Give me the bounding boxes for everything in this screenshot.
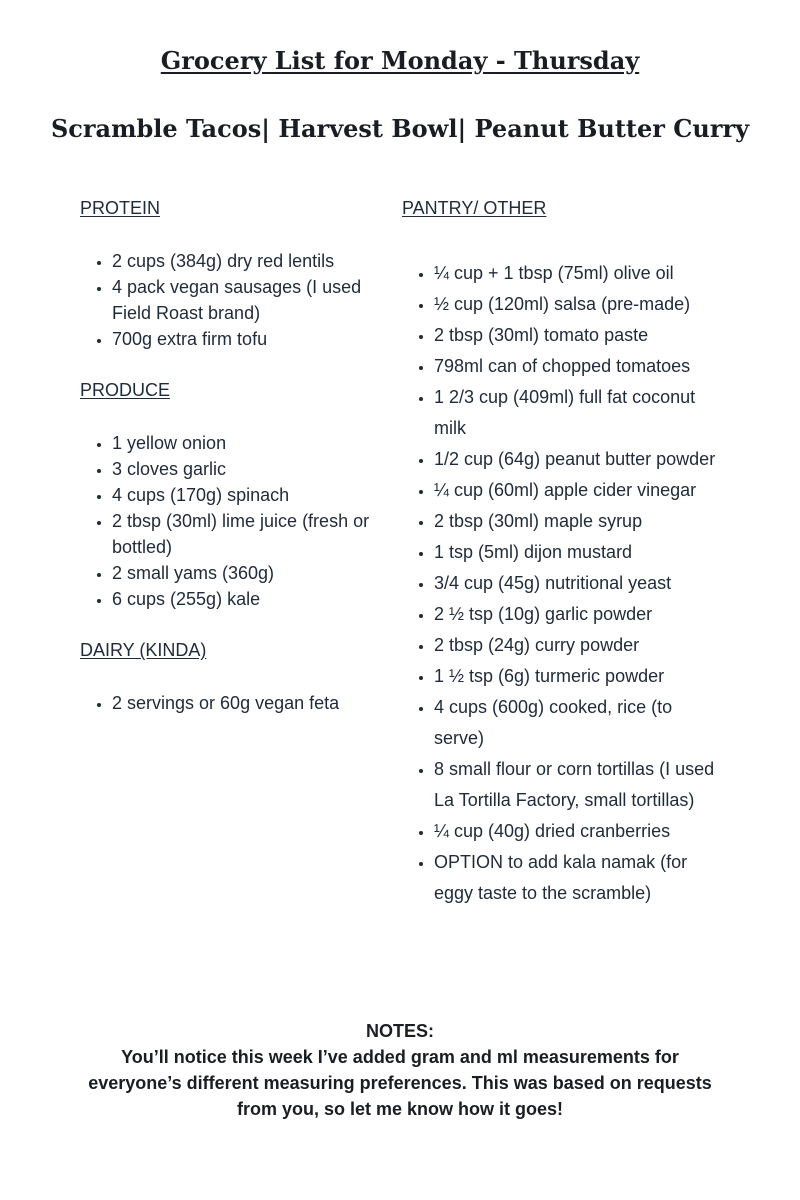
dairy-list: [80, 690, 380, 716]
notes-text: You’ll notice this week I’ve added gram and ml measurements for everyone’s different measuring preferences. This was based on requests from you, so let me know how it goes!: [88, 1047, 712, 1119]
list-item: • 2 tbsp (30ml) maple syrup: [434, 506, 722, 537]
list-item: • 1 yellow onion: [112, 430, 380, 456]
list-item: • 1 2/3 cup (409ml) full fat coconut milk: [434, 382, 722, 444]
list-item: • 4 pack vegan sausages (I used Field Roast brand): [112, 274, 380, 326]
produce-list: [80, 430, 380, 612]
list-item: • 2 small yams (360g): [112, 560, 380, 586]
list-item: • ¼ cup (40g) dried cranberries: [434, 816, 722, 847]
list-item: • 3 cloves garlic: [112, 456, 380, 482]
pantry-list: [402, 258, 722, 909]
list-item: • 2 tbsp (24g) curry powder: [434, 630, 722, 661]
left-column: [80, 196, 380, 742]
list-item: • 2 tbsp (30ml) tomato paste: [434, 320, 722, 351]
page-subtitle: Scramble Tacos| Harvest Bowl| Peanut Butter Curry: [50, 114, 750, 143]
list-item: • 700g extra firm tofu: [112, 326, 380, 352]
notes-label: NOTES:: [365, 1021, 434, 1041]
list-item: • 2 ½ tsp (10g) garlic powder: [434, 599, 722, 630]
list-item: • 1/2 cup (64g) peanut butter powder: [434, 444, 722, 475]
list-item: • 4 cups (600g) cooked, rice (to serve): [434, 692, 722, 754]
list-item: • 1 ½ tsp (6g) turmeric powder: [434, 661, 722, 692]
list-item: • OPTION to add kala namak (for eggy taste to the scramble): [434, 847, 722, 909]
right-column: [402, 196, 722, 909]
list-item: • 1 tsp (5ml) dijon mustard: [434, 537, 722, 568]
section-heading-protein: PROTEIN: [80, 198, 161, 218]
protein-list: [80, 248, 380, 352]
list-item: • ¼ cup (60ml) apple cider vinegar: [434, 475, 722, 506]
list-item: • 3/4 cup (45g) nutritional yeast: [434, 568, 722, 599]
list-item: • ¼ cup + 1 tbsp (75ml) olive oil: [434, 258, 722, 289]
list-item: • 6 cups (255g) kale: [112, 586, 380, 612]
list-item: • 8 small flour or corn tortillas (I used La Tortilla Factory, small tortillas): [434, 754, 722, 816]
section-heading-produce: PRODUCE: [80, 380, 171, 400]
list-item: • 2 tbsp (30ml) lime juice (fresh or bottled): [112, 508, 380, 560]
list-item: • 798ml can of chopped tomatoes: [434, 351, 722, 382]
page-title: Grocery List for Monday - Thursday: [160, 46, 640, 75]
list-item: • ½ cup (120ml) salsa (pre-made): [434, 289, 722, 320]
list-item: • 2 servings or 60g vegan feta: [112, 690, 380, 716]
list-item: • 4 cups (170g) spinach: [112, 482, 380, 508]
section-heading-dairy: DAIRY (KINDA): [80, 640, 207, 660]
section-heading-pantry: PANTRY/ OTHER: [402, 198, 547, 218]
notes-block: [80, 1018, 720, 1122]
list-item: • 2 cups (384g) dry red lentils: [112, 248, 380, 274]
